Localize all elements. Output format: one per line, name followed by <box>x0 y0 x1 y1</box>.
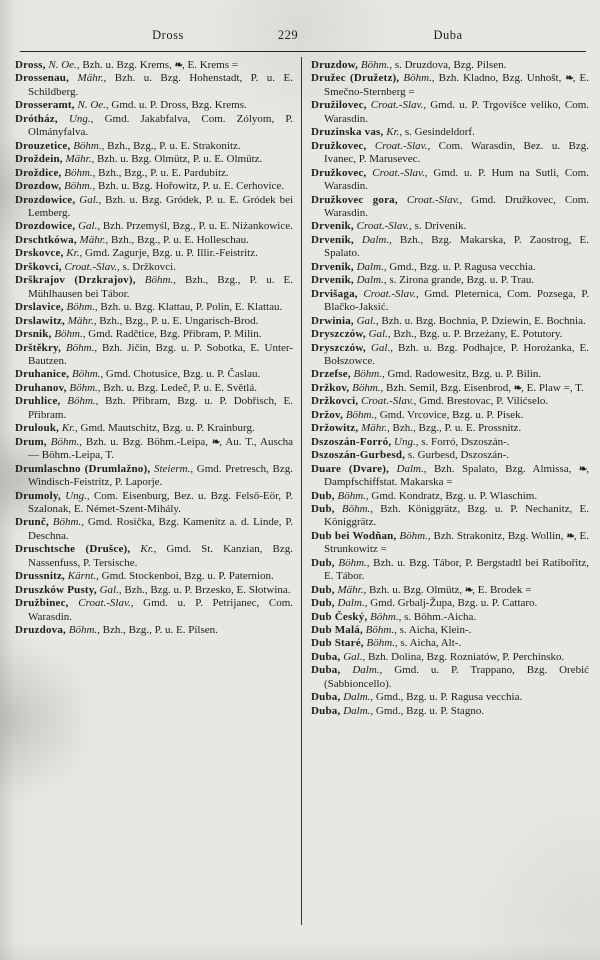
gazetteer-entry <box>15 463 293 490</box>
entry-region-abbrev: Böhm. <box>144 274 174 287</box>
entry-region-abbrev: Gal. <box>356 314 376 327</box>
gazetteer-entry <box>311 368 589 381</box>
entry-details: , Gmd. Radčtice, Bzg. Přibram, P. Milin. <box>82 328 262 341</box>
entry-region-abbrev: Böhm. <box>365 624 395 637</box>
entry-details: , Gmd. u. P. Trgovišce veliko, Com. Warasdin. <box>324 99 589 125</box>
entry-details: , Bzh. u. Bzg. Bochnia, P. Dziewin, E. Bochnia. <box>375 314 586 327</box>
header-catchword-right: Duba <box>433 28 463 42</box>
entry-details: , Bzh. Spalato, Bzg. Almissa, <box>423 462 579 475</box>
entry-details: , Gmd. Pleternica, Com. Pozsega, P. Blačko-Jaksić. <box>324 287 589 314</box>
gazetteer-entry <box>15 247 293 260</box>
gazetteer-entry <box>311 99 589 126</box>
header-rule <box>20 51 586 52</box>
gazetteer-entry <box>311 220 589 233</box>
column-right <box>311 59 589 718</box>
gazetteer-entry <box>311 167 589 194</box>
column-divider-rule <box>301 57 302 925</box>
entry-details: , Bzh. u. Bzg. Hohenstadt, P. u. E. Schildberg. <box>28 72 293 98</box>
entry-headword: Držowitz, <box>311 422 359 435</box>
entry-headword: Dub, <box>311 502 335 515</box>
entry-details: , Bzh., Bzg., P. u. E. Mühlhausen bei Tábor. <box>28 274 294 300</box>
entry-headword: Drštěkry, <box>15 341 62 354</box>
gazetteer-entry <box>311 624 589 637</box>
gazetteer-entry <box>311 637 589 650</box>
gazetteer-entry <box>311 126 589 139</box>
gazetteer-entry <box>15 597 293 624</box>
gazetteer-entry <box>311 140 589 167</box>
entry-details: , s. Druzdova, Bzg. Pilsen. <box>389 59 507 71</box>
entry-details: , Gmd. Rosička, Bzg. Kamenitz a. d. Linde, P. Deschna. <box>28 516 294 542</box>
gazetteer-entry <box>311 651 589 664</box>
gazetteer-entry <box>15 395 293 422</box>
gazetteer-entry <box>311 261 589 274</box>
entry-details: , Gmd. Kondratz, Bzg. u. P. Wlaschim. <box>365 489 538 502</box>
entry-headword: Dub, <box>311 489 335 502</box>
gazetteer-entry <box>311 274 589 287</box>
entry-headword: Drótház, <box>15 112 58 125</box>
gazetteer-entry <box>15 113 293 140</box>
gazetteer-entry <box>15 234 293 247</box>
entry-headword: Druzinska vas, <box>311 126 384 139</box>
entry-headword: Druhlice, <box>15 395 61 408</box>
entry-details: , E. Strunkowitz = <box>324 529 589 556</box>
gazetteer-entry <box>15 436 293 463</box>
running-header <box>0 28 600 46</box>
entry-headword: Drvenik, <box>311 233 354 246</box>
entry-region-abbrev: Croat.-Slav. <box>370 99 424 112</box>
page-number: 229 <box>277 28 299 42</box>
posthorn-icon: ❧ <box>174 60 182 71</box>
entry-headword: Drulouk, <box>15 422 60 435</box>
entry-details: , Gmd. Grbalj-Župa, Bzg. u. P. Cattaro. <box>364 597 538 610</box>
gazetteer-entry <box>15 301 293 314</box>
entry-region-abbrev: Böhm. <box>353 368 382 381</box>
entry-headword: Držkovci, <box>311 395 359 408</box>
entry-headword: Drskovce, <box>15 247 64 260</box>
entry-details: , Bzh. Jičin, Bzg. u. P. Sobotka, E. Unter-Bautzen. <box>28 341 293 367</box>
entry-headword: Drvenik, <box>311 220 354 233</box>
entry-region-abbrev: Croat.-Slav. <box>372 166 425 179</box>
gazetteer-entry <box>311 409 589 422</box>
entry-headword: Drozdowice, <box>15 220 76 233</box>
entry-details: , Bzh. u. Bzg. Olmütz, P. u. E. Olmütz. <box>91 153 263 166</box>
entry-region-abbrev: N. Oe. <box>48 59 77 71</box>
gazetteer-entry <box>15 261 293 274</box>
gazetteer-entry <box>311 664 589 691</box>
entry-headword: Dross, <box>15 59 46 71</box>
entry-details: , Gmd. u. P. Petrijanec, Com. Warasdin. <box>28 597 293 623</box>
entry-headword: Drškrajov (Drzkrajov), <box>15 274 136 287</box>
gazetteer-entry <box>311 395 589 408</box>
entry-headword: Dub bei Wodňan, <box>311 529 397 542</box>
gazetteer-entry <box>311 342 589 369</box>
entry-region-abbrev: Kr. <box>386 126 400 139</box>
entry-region-abbrev: Mähr. <box>361 422 388 435</box>
gazetteer-entry <box>15 274 293 301</box>
entry-headword: Drslavice, <box>15 301 64 314</box>
header-catchword-left: Dross <box>152 28 184 42</box>
entry-details: , Gmd. Zagurje, Bzg. u. P. Illir.-Feistritz. <box>79 247 258 260</box>
entry-headword: Drumlaschno (Drumlažno), <box>15 462 151 475</box>
entry-details: , Bzh., Bzg. Makarska, P. Zaostrog, E. Spalato. <box>324 233 590 260</box>
posthorn-icon: ❧ <box>464 584 473 596</box>
entry-region-abbrev: Böhm. <box>68 624 98 637</box>
entry-headword: Dryszczów, <box>311 328 366 341</box>
entry-details: , Bzh. u. Bzg. Ledeč, P. u. E. Světlá. <box>97 381 257 394</box>
gazetteer-entry <box>15 342 293 369</box>
entry-details: , Bzh. u. Bzg. Gródek, P. u. E. Gródek bei Lemberg. <box>28 193 294 219</box>
entry-headword: Držkov, <box>311 381 350 394</box>
entry-region-abbrev: Gal. <box>368 328 388 341</box>
gazetteer-entry <box>311 705 589 718</box>
entry-region-abbrev: Croat.-Slav. <box>64 260 118 273</box>
gazetteer-entry <box>15 422 293 435</box>
entry-details: , Bzh., Bzg., P. u. E. Pardubitz. <box>92 166 229 179</box>
entry-headword: Drsnik, <box>15 328 52 341</box>
entry-region-abbrev: Dalm. <box>352 664 380 677</box>
entry-headword: Duba, <box>311 704 341 717</box>
entry-headword: Družbinec, <box>15 597 69 610</box>
entry-details: , Bzh. Přibram, Bzg. u. P. Dobřisch, E. Přibram. <box>28 395 293 421</box>
entry-region-abbrev: Böhm. <box>337 489 366 502</box>
entry-details: , Gmd. u. P. Dross, Bzg. Krems. <box>105 99 247 112</box>
entry-details: , Bzh. Kladno, Bzg. Unhošt, <box>431 72 566 85</box>
gazetteer-entry <box>311 584 589 597</box>
gazetteer-entry <box>311 382 589 395</box>
entry-region-abbrev: Gal. <box>343 650 363 663</box>
entry-details: , Bzh. Strakonitz, Bzg. Wollin, <box>427 529 567 542</box>
entry-details: , Bzh., Bzg. u. P. Brzeżany, E. Potutory. <box>387 328 563 341</box>
entry-region-abbrev: Böhm. <box>52 516 82 529</box>
entry-region-abbrev: Böhm. <box>341 502 371 515</box>
entry-region-abbrev: Croat.-Slav. <box>78 597 131 610</box>
entry-region-abbrev: Böhm. <box>366 637 395 650</box>
entry-details: , Com. Warasdin, Bez. u. Bzg. Ivanec, P. Marusevec. <box>324 139 590 166</box>
entry-details: , Bzh. Königgrätz, Bzg. u. P. Nechanitz, E. Königgrätz. <box>324 502 589 529</box>
entry-details: , Gmd. Vrcovice, Bzg. u. P. Pisek. <box>374 408 524 421</box>
entry-details: , s. Böhm.-Aicha. <box>398 610 477 623</box>
gazetteer-entry <box>15 382 293 395</box>
entry-details: , Bzh., Bzg., P. u. E. Holleschau. <box>105 233 249 246</box>
gazetteer-entry <box>311 611 589 624</box>
entry-headword: Drum, <box>15 435 47 448</box>
entry-headword: Druschtsche (Drušce), <box>15 543 131 556</box>
gazetteer-entry <box>311 194 589 221</box>
entry-headword: Drozdowice, <box>15 193 76 206</box>
entry-details: , Gmd. Radowesitz, Bzg. u. P. Bilin. <box>381 368 542 381</box>
gazetteer-entry <box>15 220 293 233</box>
gazetteer-entry <box>15 328 293 341</box>
gazetteer-entry <box>15 624 293 637</box>
gazetteer-entry <box>311 449 589 462</box>
entry-region-abbrev: Dalm. <box>396 462 424 475</box>
entry-headword: Dub Český, <box>311 610 368 623</box>
entry-region-abbrev: Mähr. <box>79 233 106 246</box>
entry-region-abbrev: Böhm. <box>64 166 93 179</box>
entry-details: , Gmd. Pretresch, Bzg. Windisch-Feistritz, P. Laporje. <box>28 462 294 489</box>
entry-headword: Druzdow, <box>311 59 359 71</box>
entry-headword: Droždein, <box>15 153 63 166</box>
entry-region-abbrev: Böhm. <box>72 368 101 381</box>
entry-headword: Drosseramt, <box>15 99 75 112</box>
entry-region-abbrev: Croat.-Slav. <box>356 220 410 233</box>
entry-region-abbrev: Gal. <box>79 193 99 206</box>
entry-headword: Druszków Pusty, <box>15 583 97 596</box>
entry-region-abbrev: Böhm. <box>66 301 95 314</box>
gazetteer-entry <box>311 557 589 584</box>
entry-region-abbrev: Mähr. <box>77 72 104 85</box>
entry-headword: Drschtkówa, <box>15 233 77 246</box>
entry-details: , s. Forró, Dszoszán-. <box>415 435 510 448</box>
gazetteer-entry <box>15 140 293 153</box>
entry-headword: Dszoszán-Gurbesd, <box>311 449 406 462</box>
gazetteer-entry <box>311 691 589 704</box>
entry-region-abbrev: Böhm. <box>64 180 93 193</box>
entry-region-abbrev: Dalm. <box>337 597 365 610</box>
gazetteer-entry <box>15 59 293 72</box>
entry-details: , Gmd. u. P. Hum na Sutli, Com. Warasdin. <box>324 166 589 193</box>
entry-details: , s. Gesindeldorf. <box>399 126 475 139</box>
entry-region-abbrev: Böhm. <box>54 328 83 341</box>
entry-headword: Drvišaga, <box>311 287 358 300</box>
gazetteer-entry <box>311 288 589 315</box>
entry-region-abbrev: Gal. <box>78 220 98 233</box>
entry-region-abbrev: Kr. <box>66 247 80 260</box>
entry-region-abbrev: N. Oe. <box>77 99 106 112</box>
entry-headword: Druhanov, <box>15 381 67 394</box>
gazetteer-entry <box>311 315 589 328</box>
entry-headword: Drunč, <box>15 516 49 529</box>
entry-region-abbrev: Ung. <box>68 112 91 125</box>
entry-details: , Bzh. u. Bzg. Hořowitz, P. u. E. Cerhovice. <box>92 180 285 193</box>
gazetteer-entry <box>15 570 293 583</box>
entry-details: s. Gurbesd, Dszoszán-. <box>405 449 510 462</box>
posthorn-icon: ❧ <box>513 382 522 394</box>
entry-headword: Dryszczów, <box>311 341 366 354</box>
entry-details: , s. Drivenik. <box>409 220 467 233</box>
entry-headword: Dub, <box>311 583 335 596</box>
entry-details: , s. Aicha, Klein-. <box>394 624 472 637</box>
entry-details: , Com. Eisenburg, Bez. u. Bzg. Felső-Eör, P. Szalonak, E. Német-Szent-Mihály. <box>28 489 293 515</box>
entry-region-abbrev: Böhm. <box>352 381 381 394</box>
gazetteer-entry <box>15 180 293 193</box>
entry-region-abbrev: Croat.-Slav. <box>361 395 414 408</box>
entry-details: , Gmd. Stockenboi, Bzg. u. P. Paternion. <box>96 570 274 583</box>
entry-region-abbrev: Kr. <box>61 422 75 435</box>
gazetteer-entry <box>311 328 589 341</box>
entry-details: , E. Smečno-Sternberg = <box>324 72 590 98</box>
entry-details: , E. Brodek = <box>472 583 532 596</box>
entry-region-abbrev: Böhm. <box>65 341 95 354</box>
entry-details: , Bzh., Bzg. u. P. Brzesko, E. Słotwina. <box>118 583 291 596</box>
gazetteer-entry <box>15 516 293 543</box>
gazetteer-entry <box>15 99 293 112</box>
entry-details: , Bzh. u. Bzg. Klattau, P. Polin, E. Klattau. <box>94 301 283 314</box>
gazetteer-entry <box>15 167 293 180</box>
gazetteer-entry <box>311 463 589 490</box>
entry-details: , Bzh. u. Bzg. Böhm.-Leipa, <box>79 435 212 448</box>
entry-headword: Drossenau, <box>15 72 70 85</box>
entry-headword: Duba, <box>311 691 341 704</box>
posthorn-icon: ❧ <box>566 530 574 542</box>
entry-region-abbrev: Mähr. <box>65 153 92 166</box>
entry-region-abbrev: Mähr. <box>67 314 94 327</box>
entry-details: , Gmd. Mautschitz, Bzg. u. P. Krainburg. <box>75 422 255 435</box>
entry-details: , Gmd., Bzg. u. P. Ragusa vecchia. <box>383 260 536 273</box>
entry-headword: Duba, <box>311 650 341 663</box>
entry-region-abbrev: Croat.-Slav. <box>406 193 460 206</box>
entry-details: , Bzh. u. Bzg. Podhajce, P. Horożanka, E. Bołszowce. <box>324 341 590 367</box>
entry-headword: Drvenik, <box>311 260 354 273</box>
entry-headword: Drumoly, <box>15 489 61 502</box>
entry-details: , s. Držkovci. <box>117 260 176 273</box>
entry-region-abbrev: Dalm. <box>343 704 371 717</box>
gazetteer-entry <box>311 597 589 610</box>
gazetteer-entry <box>311 490 589 503</box>
entry-details: , s. Zirona grande, Bzg. u. P. Trau. <box>383 274 535 287</box>
gazetteer-entry <box>15 368 293 381</box>
entry-region-abbrev: Kärnt. <box>67 570 97 583</box>
entry-headword: Družkovec gora, <box>311 193 398 206</box>
entry-details: , Bzh., Bzg., P. u. E. Ungarisch-Brod. <box>93 314 259 327</box>
entry-details: , Gmd. St. Kanzian, Bzg. Nassenfuss, P. Tersische. <box>28 543 293 569</box>
entry-region-abbrev: Böhm. <box>360 59 390 71</box>
entry-details: , Bzh. Przemyśl, Bzg., P. u. E. Niżankowice. <box>97 220 293 233</box>
entry-region-abbrev: Mähr. <box>337 583 364 596</box>
entry-details: , Bzh., Bzg., P. u. E. Prossnitz. <box>387 422 522 435</box>
entry-headword: Druzdova, <box>15 624 66 637</box>
entry-headword: Drozdow, <box>15 180 62 193</box>
gazetteer-entry <box>311 422 589 435</box>
entry-headword: Drwinia, <box>311 314 354 327</box>
entry-details: , Bzh. u. Bzg. Tábor, P. Bergstadtl bei Ratibořitz, E. Tábor. <box>324 556 590 583</box>
entry-details: , s. Aicha, Alt-. <box>394 637 462 650</box>
entry-region-abbrev: Kr. <box>140 543 154 556</box>
entry-region-abbrev: Böhm. <box>399 529 428 542</box>
entry-details: , Bzh. Dolina, Bzg. Rozniatów, P. Perchinsko. <box>362 650 565 663</box>
entry-headword: Drzefse, <box>311 368 351 381</box>
entry-headword: Družkovec, <box>311 166 367 179</box>
entry-details: , Dampfschiffstat. Makarska = <box>324 462 589 489</box>
entry-details: , E. Krems = <box>181 59 238 71</box>
entry-details: , Bzh. u. Bzg. Krems, <box>76 59 175 71</box>
gazetteer-entry <box>311 234 589 261</box>
entry-region-abbrev: Ung. <box>394 435 416 448</box>
entry-headword: Duba, <box>311 664 341 677</box>
posthorn-icon: ❧ <box>578 463 587 475</box>
entry-details: , Gmd. Brestovac, P. Vilićselo. <box>413 395 549 408</box>
entry-region-abbrev: Böhm. <box>69 381 98 394</box>
gazetteer-entry <box>311 59 589 72</box>
entry-headword: Dub Malá, <box>311 624 363 637</box>
entry-headword: Dub, <box>311 597 335 610</box>
gazetteer-entry <box>15 490 293 517</box>
gazetteer-entry <box>311 530 589 557</box>
entry-headword: Družec (Družetz), <box>311 72 400 85</box>
entry-region-abbrev: Böhm. <box>370 610 399 623</box>
posthorn-icon: ❧ <box>565 73 573 85</box>
entry-headword: Drvenik, <box>311 274 354 287</box>
entry-headword: Držov, <box>311 408 344 421</box>
column-left <box>15 59 293 637</box>
entry-region-abbrev: Böhm. <box>338 556 367 569</box>
entry-details: , E. Plaw =, T. <box>521 381 584 394</box>
gazetteer-entry <box>15 153 293 166</box>
entry-headword: Dub, <box>311 556 335 569</box>
entry-headword: Drškovci, <box>15 260 62 273</box>
entry-region-abbrev: Gal. <box>99 583 119 596</box>
entry-details: , Gmd. Chotusice, Bzg. u. P. Časlau. <box>100 368 261 381</box>
entry-region-abbrev: Böhm. <box>345 408 375 421</box>
entry-details: , Gmd., Bzg. u. P. Ragusa vecchia. <box>370 691 523 704</box>
entry-region-abbrev: Böhm. <box>73 139 102 152</box>
entry-region-abbrev: Böhm. <box>67 395 96 408</box>
gazetteer-entry <box>15 315 293 328</box>
entry-region-abbrev: Croat.-Slav. <box>363 287 416 300</box>
gazetteer-entry <box>311 72 589 99</box>
entry-region-abbrev: Steierm. <box>153 462 191 475</box>
gazetteer-entry <box>15 194 293 221</box>
gazetteer-entry <box>311 436 589 449</box>
gazetteer-entry <box>15 72 293 99</box>
entry-details: , Gmd. Družkovec, Com. Warasdin. <box>324 193 590 219</box>
entry-headword: Duare (Dvare), <box>311 462 390 475</box>
entry-details: , Bzh., Bzg., P. u. E. Strakonitz. <box>101 139 241 152</box>
entry-region-abbrev: Dalm. <box>343 691 371 704</box>
entry-headword: Dszoszán-Forró, <box>311 435 392 448</box>
entry-headword: Dub Staré, <box>311 637 364 650</box>
gazetteer-entry <box>311 503 589 530</box>
entry-region-abbrev: Dalm. <box>361 233 390 246</box>
gazetteer-entry <box>15 584 293 597</box>
entry-region-abbrev: Ung. <box>65 489 87 502</box>
entry-headword: Druhanice, <box>15 368 70 381</box>
entry-region-abbrev: Croat.-Slav. <box>374 139 428 152</box>
entry-details: , Bzh. u. Bzg. Olmütz, <box>363 583 465 596</box>
entry-headword: Družkovec, <box>311 139 367 152</box>
entry-details: , Bzh. Semil, Bzg. Eisenbrod, <box>380 381 514 394</box>
entry-details: , Gmd., Bzg. u. P. Stagno. <box>370 704 485 717</box>
entry-headword: Drussnitz, <box>15 570 65 583</box>
entry-region-abbrev: Dalm. <box>356 274 384 287</box>
entry-details: , Gmd. Jakabfalva, Com. Zólyom, P. Olmányfalva. <box>28 112 294 139</box>
entry-region-abbrev: Gal. <box>370 341 391 354</box>
entry-region-abbrev: Böhm. <box>403 72 432 85</box>
entry-region-abbrev: Dalm. <box>356 260 384 273</box>
gazetteer-entry <box>15 543 293 570</box>
entry-headword: Drouzetice, <box>15 139 71 152</box>
entry-details: , Bzh., Bzg., P. u. E. Pilsen. <box>97 624 218 637</box>
entry-headword: Družilovec, <box>311 99 367 112</box>
entry-details: , Gmd. u. P. Trappano, Bzg. Orebić (Sabbioncello). <box>324 664 590 690</box>
entry-region-abbrev: Böhm. <box>50 435 80 448</box>
entry-headword: Drslawitz, <box>15 314 65 327</box>
posthorn-icon: ❧ <box>211 436 220 448</box>
entry-details: , Au. T., Auscha — Böhm.-Leipa, T. <box>28 435 293 462</box>
entry-headword: Droždice, <box>15 166 62 179</box>
